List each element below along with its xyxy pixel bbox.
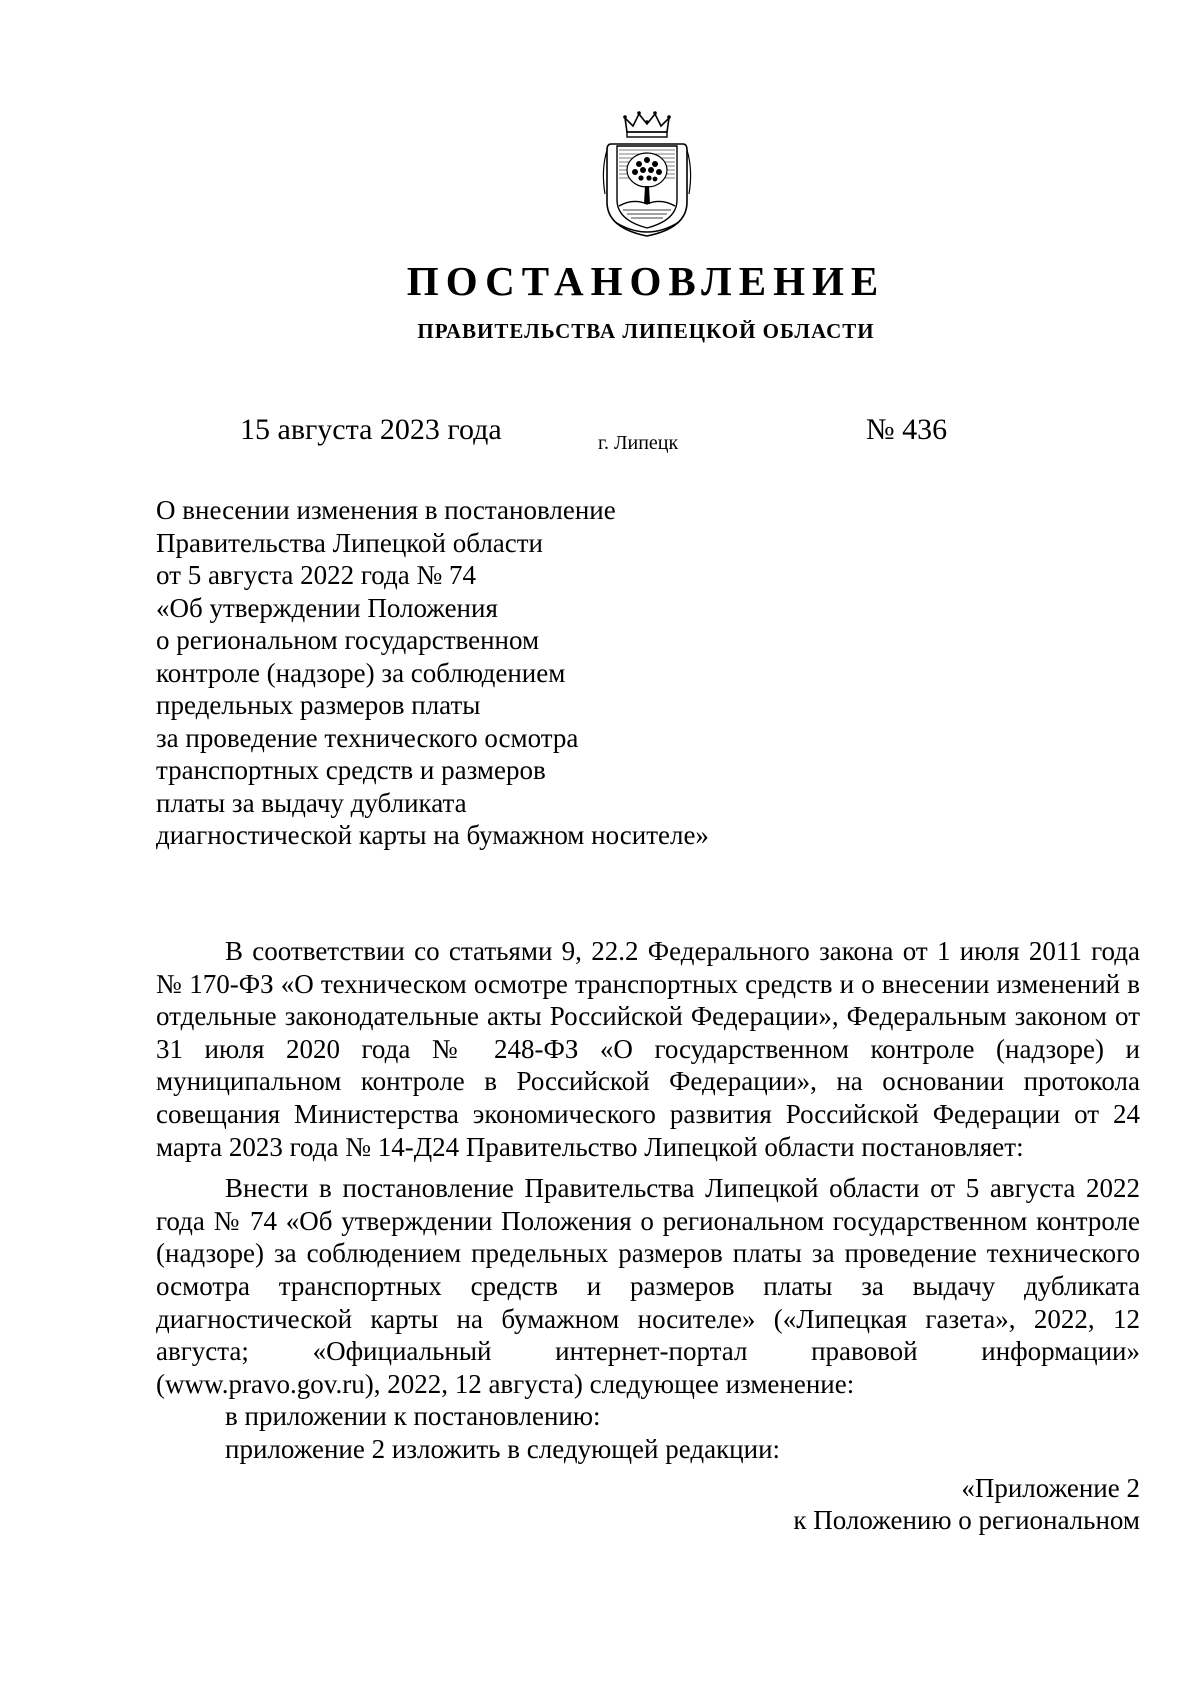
appendix-subheading: к Положению о региональном <box>793 1505 1140 1536</box>
title-line: контроле (надзоре) за соблюдением <box>156 657 566 688</box>
title-line: Правительства Липецкой области <box>156 527 544 558</box>
amendment-line: в приложении к постановлению: <box>225 1401 601 1432</box>
document-city: г. Липецк <box>598 432 679 454</box>
amendment-line: приложение 2 изложить в следующей редакции: <box>225 1433 781 1464</box>
document-number: № 436 <box>866 413 948 446</box>
coat-of-arms-icon <box>597 110 697 240</box>
operative-paragraph: Внести в постановление Правительства Липецкой области от 5 августа 2022 года № 74 «Об утверждении Положения о региональном государственном контроле (надзоре) за соблюдением предельных размеров платы за проведение технического осмотра транспортных средств и размеров платы за выдачу дубликата диагностической карты на бумажном носителе» («Липецкая газета», 2022, 12 августа; «Официальный интернет-портал правовой информации» (www.pravo.gov.ru), 2022, 12 августа) следующее изменение: <box>156 1173 1140 1399</box>
title-line: от 5 августа 2022 года № 74 <box>156 560 476 590</box>
issuing-authority: ПРАВИТЕЛЬСТВА ЛИПЕЦКОЙ ОБЛАСТИ <box>417 319 875 343</box>
preamble-paragraph: В соответствии со статьями 9, 22.2 Федерального закона от 1 июля 2011 года № 170-ФЗ «О техническом осмотре транспортных средств и о внесении изменений в отдельные законодательные акты Российской Федерации», Федеральным законом от 31 июля 2020 года № 248-ФЗ «О государственном контроле (надзоре) и муниципальном контроле в Российской Федерации», на основании протокола совещания Министерства экономического развития Российской Федерации от 24 марта 2023 года № 14-Д24 Правительство Липецкой области постановляет: <box>156 936 1140 1162</box>
document-type: ПОСТАНОВЛЕНИЕ <box>406 258 886 304</box>
title-line: транспортных средств и размеров <box>156 755 546 785</box>
title-line: «Об утверждении Положения <box>156 592 498 623</box>
title-line: платы за выдачу дубликата <box>156 787 467 818</box>
document-title <box>156 494 856 852</box>
title-line: о региональном государственном <box>156 625 540 655</box>
appendix-heading: «Приложение 2 <box>961 1472 1140 1503</box>
title-line: за проведение технического осмотра <box>156 722 579 753</box>
title-line: О внесении изменения в постановление <box>156 495 616 525</box>
document-body <box>156 935 1140 1537</box>
title-line: диагностической карты на бумажном носителе» <box>156 820 709 850</box>
title-line: предельных размеров платы <box>156 690 481 720</box>
document-date: 15 августа 2023 года <box>240 413 502 446</box>
